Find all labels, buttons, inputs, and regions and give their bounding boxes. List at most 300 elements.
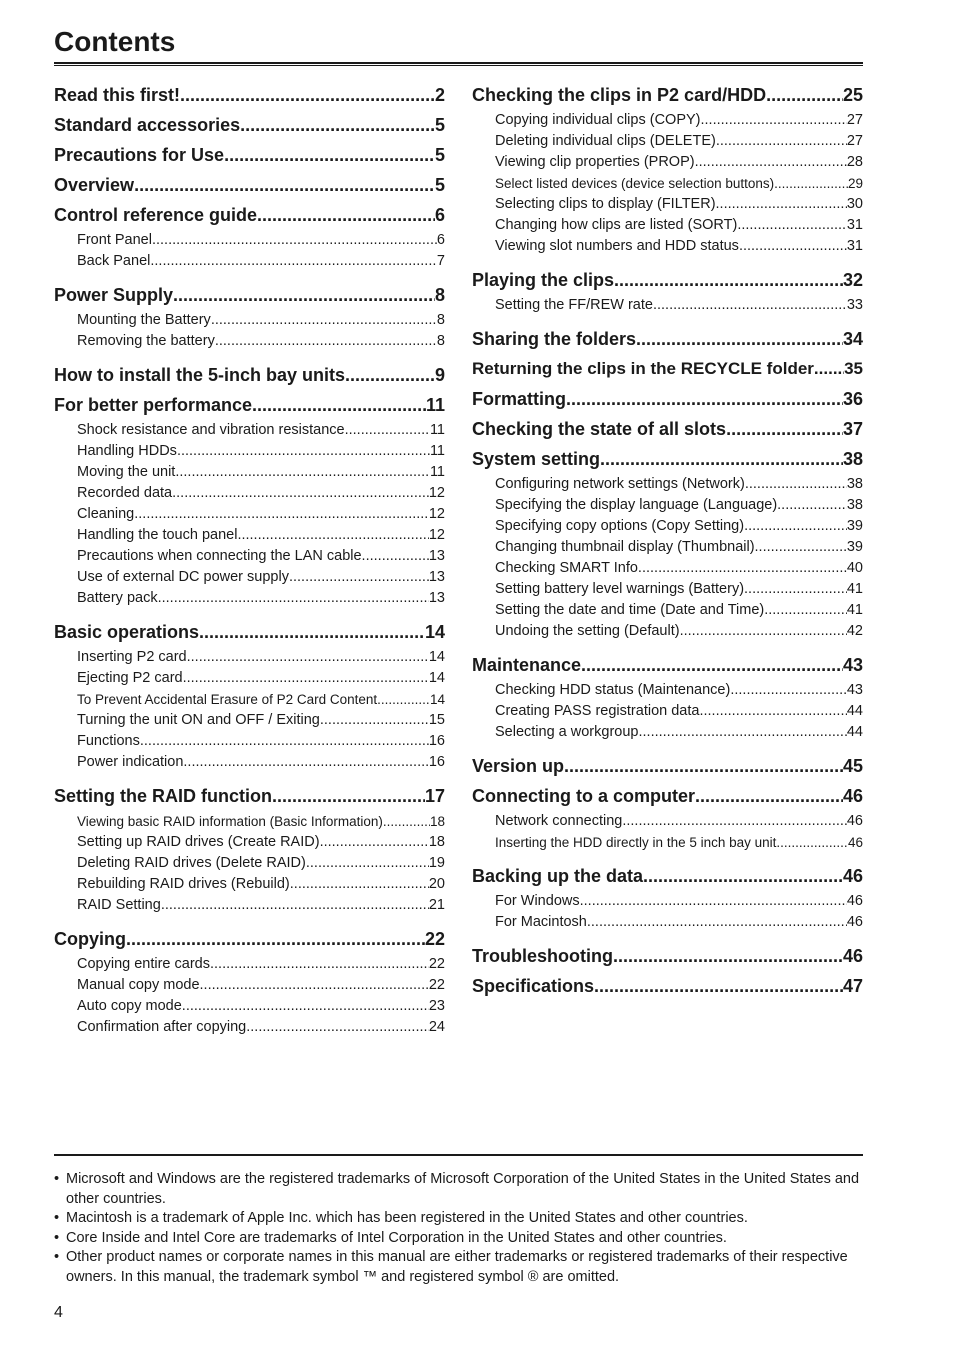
toc-item-mounting-the-battery[interactable] [54, 310, 445, 331]
dot-leader [383, 811, 430, 832]
toc-item-copying-entire-cards[interactable] [54, 954, 445, 975]
toc-item-checking-hdd-status-maintenance[interactable] [472, 680, 863, 701]
toc-entry-label: Returning the clips in the RECYCLE folder [472, 359, 814, 378]
toc-entry-page: 9 [434, 365, 445, 385]
toc-section-group [472, 650, 863, 751]
toc-entry-label: To Prevent Accidental Erasure of P2 Card Content [77, 692, 378, 707]
toc-section-returning-the-clips-in-the-recycle-folder[interactable] [472, 354, 863, 384]
toc-subitems [472, 811, 863, 861]
dot-leader [320, 710, 429, 731]
toc-subitems [54, 647, 445, 781]
dot-leader [774, 173, 848, 194]
toc-entry-label: Rebuilding RAID drives (Rebuild) [77, 876, 290, 892]
toc-subitems [472, 474, 863, 650]
toc-item-moving-the-unit[interactable] [54, 462, 445, 483]
toc-entry-page: 43 [846, 682, 863, 698]
toc-entry-label: How to install the 5-inch bay units [54, 365, 346, 385]
title-rule [54, 62, 863, 66]
dot-leader [716, 131, 847, 152]
toc-entry-page: 44 [846, 703, 863, 719]
toc-section-connecting-to-a-computer[interactable] [472, 781, 863, 811]
toc-entry-label: Troubleshooting [472, 946, 613, 966]
toc-entry-label: Selecting clips to display (FILTER) [495, 196, 716, 212]
toc-entry-label: Sharing the folders [472, 329, 637, 349]
toc-entry-page: 24 [428, 1019, 445, 1035]
dot-leader [215, 331, 437, 352]
toc-entry-page: 22 [424, 929, 445, 949]
dot-leader [183, 752, 428, 773]
toc-item-viewing-clip-properties-prop[interactable] [472, 152, 863, 173]
toc-item-copying-individual-clips-copy[interactable] [472, 110, 863, 131]
dot-leader [134, 170, 435, 200]
toc-entry-label: Turning the unit ON and OFF / Exiting [77, 712, 320, 728]
toc-entry-page: 41 [846, 602, 863, 618]
toc-entry-page: 2 [434, 85, 445, 105]
dot-leader [566, 384, 843, 414]
toc-item-deleting-individual-clips-delete[interactable] [472, 131, 863, 152]
toc-section-group [54, 617, 445, 781]
toc-section-control-reference-guide[interactable] [54, 200, 445, 230]
toc-section-group [54, 80, 445, 110]
toc-entry-page: 14 [428, 649, 445, 665]
toc-entry-label: Configuring network settings (Network) [495, 476, 745, 492]
dot-leader [777, 495, 847, 516]
toc-item-confirmation-after-copying[interactable] [54, 1017, 445, 1038]
dot-leader [614, 265, 843, 295]
dot-leader [744, 516, 847, 537]
toc-entry-label: Overview [54, 175, 135, 195]
toc-item-use-of-external-dc-power-supply[interactable] [54, 567, 445, 588]
dot-leader [175, 462, 430, 483]
toc-entry-page: 35 [844, 359, 863, 378]
toc-section-group [472, 861, 863, 941]
toc-section-setting-the-raid-function[interactable] [54, 781, 445, 811]
toc-entry-page: 39 [846, 539, 863, 555]
toc-entry-label: Specifications [472, 976, 595, 996]
toc-item-select-listed-devices-device-selection-buttons[interactable] [472, 173, 863, 194]
toc-entry-page: 18 [428, 834, 445, 850]
toc-entry-label: Auto copy mode [77, 998, 182, 1014]
toc-entry-label: Deleting RAID drives (Delete RAID) [77, 855, 306, 871]
toc-item-selecting-clips-to-display-filter[interactable] [472, 194, 863, 215]
toc-entry-label: Viewing clip properties (PROP) [495, 154, 695, 170]
dot-leader [695, 781, 843, 811]
dot-leader [345, 420, 430, 441]
toc-entry-page: 11 [425, 395, 445, 415]
dot-leader [581, 650, 843, 680]
toc-entry-page: 46 [842, 866, 863, 886]
toc-item-configuring-network-settings-network[interactable] [472, 474, 863, 495]
toc-entry-page: 46 [847, 835, 863, 850]
toc-item-setting-the-date-and-time-date-and-time[interactable] [472, 600, 863, 621]
dot-leader [173, 280, 435, 310]
dot-leader [320, 832, 429, 853]
toc-entry-label: Setting the date and time (Date and Time) [495, 602, 765, 618]
toc-entry-page: 36 [842, 389, 863, 409]
toc-entry-label: Maintenance [472, 655, 582, 675]
dot-leader [240, 110, 435, 140]
trademark-note [54, 1248, 866, 1287]
dot-leader [764, 600, 847, 621]
toc-entry-label: Inserting P2 card [77, 649, 187, 665]
toc-entry-page: 8 [436, 333, 445, 349]
dot-leader [594, 971, 843, 1001]
dot-leader [252, 390, 426, 420]
toc-section-specifications[interactable] [472, 971, 863, 1001]
dot-leader [161, 895, 429, 916]
footer-rule [54, 1154, 863, 1156]
toc-section-copying[interactable] [54, 924, 445, 954]
trademark-notes [54, 1170, 866, 1287]
toc-subitems [472, 110, 863, 265]
toc-item-functions[interactable] [54, 731, 445, 752]
dot-leader [653, 295, 847, 316]
toc-entry-page: 18 [429, 814, 445, 829]
toc-entry-label: Handling HDDs [77, 443, 177, 459]
toc-entry-page: 38 [846, 476, 863, 492]
toc-item-for-windows[interactable] [472, 891, 863, 912]
toc-section-backing-up-the-data[interactable] [472, 861, 863, 891]
dot-leader [187, 647, 429, 668]
toc-section-group [54, 360, 445, 390]
toc-entry-page: 38 [842, 449, 863, 469]
toc-entry-page: 42 [846, 623, 863, 639]
toc-entry-label: Copying individual clips (COPY) [495, 112, 701, 128]
toc-entry-label: Cleaning [77, 506, 135, 522]
toc-entry-page: 31 [846, 217, 863, 233]
toc-entry-page: 12 [428, 506, 445, 522]
toc-item-viewing-slot-numbers-and-hdd-status[interactable] [472, 236, 863, 257]
dot-leader [134, 504, 429, 525]
toc-section-playing-the-clips[interactable] [472, 265, 863, 295]
toc-entry-page: 14 [429, 692, 445, 707]
toc-entry-label: Power Supply [54, 285, 174, 305]
toc-section-group [54, 140, 445, 170]
toc-section-basic-operations[interactable] [54, 617, 445, 647]
toc-entry-page: 8 [434, 285, 445, 305]
toc-entry-label: Shock resistance and vibration resistance [77, 422, 345, 438]
toc-entry-page: 44 [846, 724, 863, 740]
toc-item-recorded-data[interactable] [54, 483, 445, 504]
toc-section-maintenance[interactable] [472, 650, 863, 680]
toc-entry-page: 31 [846, 238, 863, 254]
toc-item-precautions-when-connecting-the-lan-cable[interactable] [54, 546, 445, 567]
toc-entry-label: Moving the unit [77, 464, 176, 480]
dot-leader [140, 731, 429, 752]
toc-entry-page: 14 [428, 670, 445, 686]
toc-item-setting-up-raid-drives-create-raid[interactable] [54, 832, 445, 853]
dot-leader [182, 996, 429, 1017]
dot-leader [199, 617, 425, 647]
toc-entry-label: Checking SMART Info [495, 560, 638, 576]
toc-entry-label: System setting [472, 449, 601, 469]
toc-section-group [54, 781, 445, 924]
toc-section-group [472, 384, 863, 414]
toc-item-changing-thumbnail-display-thumbnail[interactable] [472, 537, 863, 558]
toc-item-undoing-the-setting-default[interactable] [472, 621, 863, 642]
toc-entry-label: Setting the FF/REW rate [495, 297, 653, 313]
dot-leader [643, 861, 843, 891]
toc-entry-label: Checking the state of all slots [472, 419, 727, 439]
dot-leader [739, 236, 847, 257]
toc-entry-page: 13 [428, 590, 445, 606]
dot-leader [716, 194, 847, 215]
toc-entry-page: 37 [842, 419, 863, 439]
toc-section-how-to-install-the-5-inch-bay-units[interactable] [54, 360, 445, 390]
toc-subitems [472, 891, 863, 941]
toc-entry-page: 43 [842, 655, 863, 675]
toc-entry-page: 22 [428, 977, 445, 993]
toc-item-auto-copy-mode[interactable] [54, 996, 445, 1017]
toc-entry-page: 29 [847, 176, 863, 191]
toc-section-group [472, 80, 863, 265]
toc-section-formatting[interactable] [472, 384, 863, 414]
toc-entry-page: 16 [428, 754, 445, 770]
toc-item-for-macintosh[interactable] [472, 912, 863, 933]
dot-leader [183, 668, 429, 689]
toc-subitems [54, 230, 445, 280]
bullet-icon: • [54, 1210, 60, 1226]
toc-item-specifying-the-display-language-language[interactable] [472, 495, 863, 516]
bullet-icon: • [54, 1229, 60, 1246]
toc-entry-label: RAID Setting [77, 897, 161, 913]
toc-section-overview[interactable] [54, 170, 445, 200]
toc-item-cleaning[interactable] [54, 504, 445, 525]
toc-item-specifying-copy-options-copy-setting[interactable] [472, 516, 863, 537]
page-title: Contents [54, 26, 176, 57]
toc-entry-page: 11 [429, 464, 445, 480]
toc-section-group [472, 354, 863, 384]
toc-entry-page: 46 [846, 914, 863, 930]
toc-section-group [54, 170, 445, 200]
trademark-note-text: Core Inside and Intel Core are trademarks of Intel Corporation in the United States and other countries. [66, 1229, 727, 1246]
toc-section-version-up[interactable] [472, 751, 863, 781]
toc-entry-page: 20 [428, 876, 445, 892]
dot-leader [776, 832, 848, 853]
toc-entry-label: Setting battery level warnings (Battery) [495, 581, 745, 597]
toc-entry-page: 38 [846, 497, 863, 513]
toc-item-manual-copy-mode[interactable] [54, 975, 445, 996]
toc-item-turning-the-unit-on-and-off-exiting[interactable] [54, 710, 445, 731]
dot-leader [730, 680, 847, 701]
toc-item-raid-setting[interactable] [54, 895, 445, 916]
toc-entry-label: Changing how clips are listed (SORT) [495, 217, 738, 233]
toc-entry-label: Inserting the HDD directly in the 5 inch bay unit [495, 835, 777, 850]
toc-section-group [472, 781, 863, 861]
toc-entry-label: For Windows [495, 893, 580, 909]
dot-leader [345, 360, 435, 390]
toc-section-precautions-for-use[interactable] [54, 140, 445, 170]
toc-item-setting-battery-level-warnings-battery[interactable] [472, 579, 863, 600]
dot-leader [638, 558, 847, 579]
toc-entry-label: Handling the touch panel [77, 527, 238, 543]
toc-subitems [54, 811, 445, 924]
toc-item-deleting-raid-drives-delete-raid[interactable] [54, 853, 445, 874]
dot-leader [126, 924, 425, 954]
toc-entry-label: Functions [77, 733, 140, 749]
toc-entry-label: Selecting a workgroup [495, 724, 639, 740]
dot-leader [306, 853, 429, 874]
trademark-note-text: Other product names or corporate names in this manual are either trademarks or registered trademarks of their respective owners. In this manual, the trademark symbol ™ and registered symbol ® are omitted. [66, 1249, 848, 1285]
toc-item-front-panel[interactable] [54, 230, 445, 251]
toc-entry-page: 8 [436, 312, 445, 328]
dot-leader [701, 110, 847, 131]
toc-section-group [472, 971, 863, 1001]
dot-leader [695, 152, 847, 173]
toc-item-shock-resistance-and-vibration-resistance[interactable] [54, 420, 445, 441]
toc-section-checking-the-clips-in-p2-card-hdd[interactable] [472, 80, 863, 110]
toc-entry-page: 46 [846, 893, 863, 909]
toc-section-group [54, 200, 445, 280]
toc-entry-page: 11 [429, 443, 445, 459]
dot-leader [152, 230, 437, 251]
toc-section-power-supply[interactable] [54, 280, 445, 310]
toc-entry-label: Backing up the data [472, 866, 644, 886]
toc-section-group [472, 941, 863, 971]
toc-item-removing-the-battery[interactable] [54, 331, 445, 352]
toc-entry-page: 47 [842, 976, 863, 996]
toc-subitems [472, 295, 863, 324]
dot-leader [580, 891, 847, 912]
toc-entry-label: Precautions for Use [54, 145, 225, 165]
toc-section-group [54, 390, 445, 617]
toc-item-checking-smart-info[interactable] [472, 558, 863, 579]
toc-entry-label: Front Panel [77, 232, 152, 248]
toc-entry-label: Power indication [77, 754, 184, 770]
toc-entry-page: 11 [429, 422, 445, 438]
dot-leader [150, 251, 437, 272]
toc-entry-label: Copying entire cards [77, 956, 210, 972]
toc-item-viewing-basic-raid-information-basic-information[interactable] [54, 811, 445, 832]
dot-leader [272, 781, 425, 811]
toc-item-inserting-p2-card[interactable] [54, 647, 445, 668]
toc-entry-page: 5 [434, 115, 445, 135]
dot-leader [257, 200, 435, 230]
dot-leader [680, 621, 847, 642]
toc-item-inserting-the-hdd-directly-in-the-5-inch-bay-unit[interactable] [472, 832, 863, 853]
toc-entry-page: 40 [846, 560, 863, 576]
dot-leader [237, 525, 428, 546]
toc-entry-label: Confirmation after copying [77, 1019, 247, 1035]
toc-entry-label: Setting up RAID drives (Create RAID) [77, 834, 320, 850]
toc-entry-label: For Macintosh [495, 914, 587, 930]
toc-entry-page: 17 [424, 786, 445, 806]
toc-entry-page: 32 [842, 270, 863, 290]
toc-section-standard-accessories[interactable] [54, 110, 445, 140]
toc-section-group [472, 751, 863, 781]
trademark-note [54, 1170, 866, 1209]
toc-item-ejecting-p2-card[interactable] [54, 668, 445, 689]
toc-section-group [472, 414, 863, 444]
toc-entry-page: 22 [428, 956, 445, 972]
toc-subitems [54, 310, 445, 360]
toc-item-creating-pass-registration-data[interactable] [472, 701, 863, 722]
toc-entry-label: Changing thumbnail display (Thumbnail) [495, 539, 755, 555]
dot-leader [246, 1017, 429, 1038]
toc-entry-page: 6 [434, 205, 445, 225]
toc-entry-page: 23 [428, 998, 445, 1014]
toc-item-handling-hdds[interactable] [54, 441, 445, 462]
toc-item-to-prevent-accidental-erasure-of-p2-card-content[interactable] [54, 689, 445, 710]
toc-section-for-better-performance[interactable] [54, 390, 445, 420]
toc-section-checking-the-state-of-all-slots[interactable] [472, 414, 863, 444]
dot-leader [699, 701, 846, 722]
dot-leader [172, 483, 429, 504]
toc-section-group [472, 444, 863, 650]
toc-entry-label: Version up [472, 756, 565, 776]
toc-item-changing-how-clips-are-listed-sort[interactable] [472, 215, 863, 236]
dot-leader [200, 975, 429, 996]
toc-entry-page: 46 [842, 786, 863, 806]
toc-entry-label: Connecting to a computer [472, 786, 696, 806]
dot-leader [726, 414, 843, 444]
toc-section-sharing-the-folders[interactable] [472, 324, 863, 354]
toc-entry-label: Playing the clips [472, 270, 615, 290]
bullet-icon: • [54, 1171, 60, 1187]
toc-entry-page: 46 [846, 813, 863, 829]
toc-entry-page: 16 [428, 733, 445, 749]
toc-entry-page: 13 [428, 569, 445, 585]
toc-entry-page: 15 [428, 712, 445, 728]
dot-leader [180, 80, 435, 110]
dot-leader [755, 537, 847, 558]
dot-leader [224, 140, 435, 170]
toc-entry-label: Use of external DC power supply [77, 569, 289, 585]
toc-section-group [54, 110, 445, 140]
toc-entry-label: Specifying the display language (Language) [495, 497, 778, 513]
toc-entry-label: Removing the battery [77, 333, 215, 349]
toc-item-back-panel[interactable] [54, 251, 445, 272]
toc-item-battery-pack[interactable] [54, 588, 445, 609]
toc-subitems [54, 420, 445, 617]
toc-entry-label: Undoing the setting (Default) [495, 623, 680, 639]
toc-entry-page: 21 [428, 897, 445, 913]
toc-entry-label: Viewing basic RAID information (Basic Information) [77, 814, 383, 829]
page-number: 4 [54, 1304, 63, 1321]
toc-section-read-this-first[interactable] [54, 80, 445, 110]
toc-entry-label: Setting the RAID function [54, 786, 272, 806]
dot-leader [362, 546, 429, 567]
dot-leader [744, 579, 847, 600]
toc-item-rebuilding-raid-drives-rebuild[interactable] [54, 874, 445, 895]
toc-entry-page: 27 [846, 133, 863, 149]
bullet-icon: • [54, 1249, 60, 1265]
toc-section-system-setting[interactable] [472, 444, 863, 474]
toc-entry-label: Network connecting [495, 813, 623, 829]
toc-item-power-indication[interactable] [54, 752, 445, 773]
toc-entry-label: Mounting the Battery [77, 312, 211, 328]
toc-entry-page: 34 [842, 329, 863, 349]
toc-item-handling-the-touch-panel[interactable] [54, 525, 445, 546]
toc-item-network-connecting[interactable] [472, 811, 863, 832]
toc-entry-page: 41 [846, 581, 863, 597]
toc-entry-label: Basic operations [54, 622, 200, 642]
toc-subitems [54, 954, 445, 1046]
toc-entry-page: 25 [842, 85, 863, 105]
toc-section-group [54, 280, 445, 360]
toc-section-group [472, 265, 863, 324]
dot-leader [613, 941, 843, 971]
toc-item-selecting-a-workgroup[interactable] [472, 722, 863, 743]
dot-leader [587, 912, 847, 933]
toc-entry-page: 7 [436, 253, 445, 269]
toc-entry-page: 14 [424, 622, 445, 642]
toc-section-troubleshooting[interactable] [472, 941, 863, 971]
toc-item-setting-the-ff-rew-rate[interactable] [472, 295, 863, 316]
toc-entry-page: 39 [846, 518, 863, 534]
dot-leader [638, 722, 846, 743]
toc-entry-label: Manual copy mode [77, 977, 200, 993]
